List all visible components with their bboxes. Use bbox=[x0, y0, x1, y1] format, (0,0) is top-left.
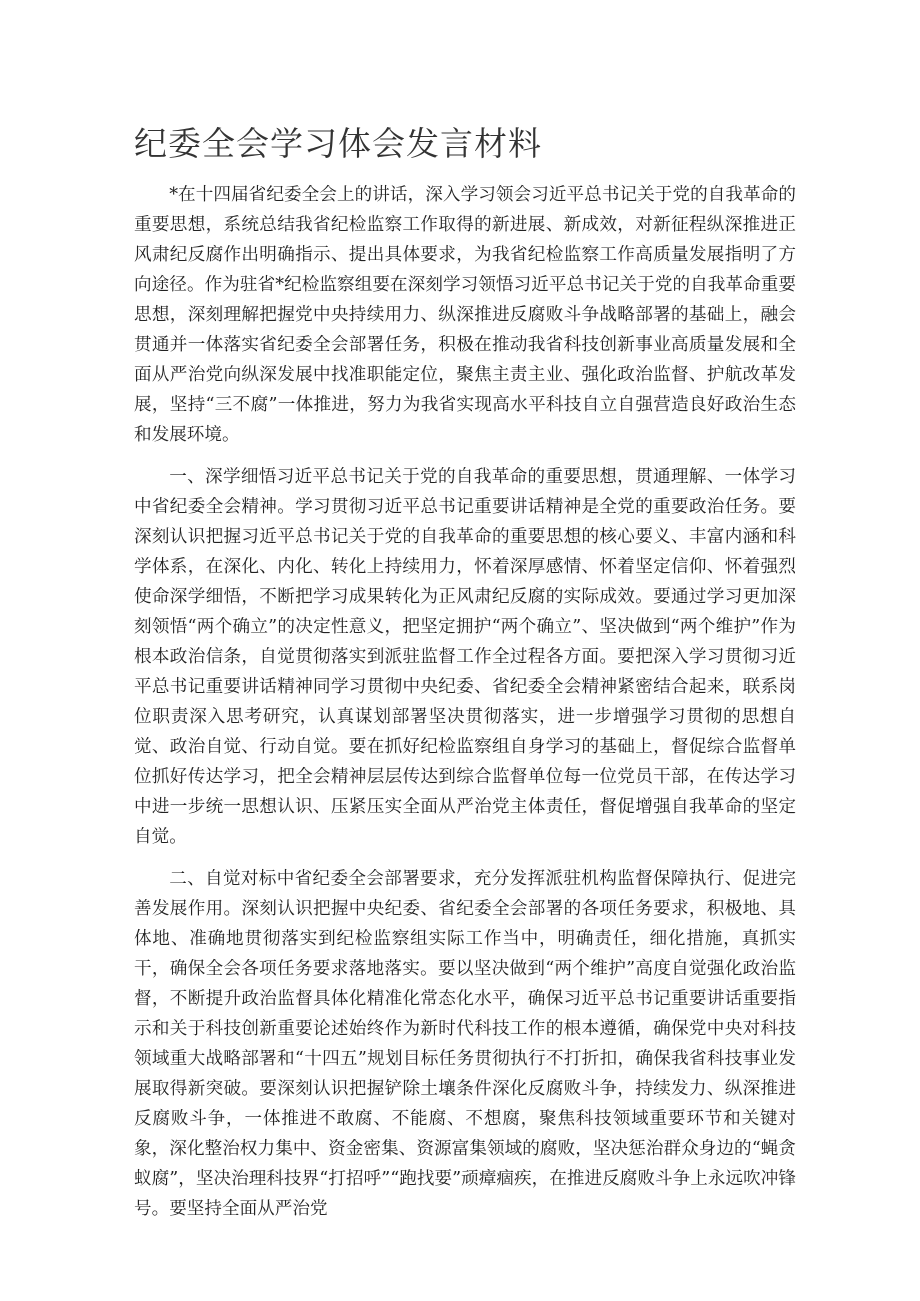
paragraph-section-1: 一、深学细悟习近平总书记关于党的自我革命的重要思想，贯通理解、一体学习中省纪委全会精神。学习贯彻习近平总书记重要讲话精神是全党的重要政治任务。要深刻认识把握习近平总书记关于党的自我革命的重要思想的核心要义、丰富内涵和科学体系，在深化、内化、转化上持续用力，怀着深厚感情、怀着坚定信仰、怀着强烈使命深学细悟，不断把学习成果转化为正风肃纪反腐的实际成效。要通过学习更加深刻领悟“两个确立”的决定性意义，把坚定拥护“两个确立”、坚决做到“两个维护”作为根本政治信条，自觉贯彻落实到派驻监督工作全过程各方面。要把深入学习贯彻习近平总书记重要讲话精神同学习贯彻中央纪委、省纪委全会精神紧密结合起来，联系岗位职责深入思考研究，认真谋划部署坚决贯彻落实，进一步增强学习贯彻的思想自觉、政治自觉、行动自觉。要在抓好纪检监察组自身学习的基础上，督促综合监督单位抓好传达学习，把全会精神层层传达到综合监督单位每一位党员干部，在传达学习中进一步统一思想认识、压紧压实全面从严治党主体责任，督促增强自我革命的坚定自觉。 bbox=[134, 467, 796, 847]
paragraph-section-2: 二、自觉对标中省纪委全会部署要求，充分发挥派驻机构监督保障执行、促进完善发展作用。深刻认识把握中央纪委、省纪委全会部署的各项任务要求，积极地、具体地、准确地贯彻落实到纪检监察组实际工作当中，明确责任，细化措施，真抓实干，确保全会各项任务要求落地落实。要以坚决做到“两个维护”高度自觉强化政治监督，不断提升政治监督具体化精准化常态化水平，确保习近平总书记重要讲话重要指示和关于科技创新重要论述始终作为新时代科技工作的根本遵循，确保党中央对科技领域重大战略部署和“十四五”规划目标任务贯彻执行不打折扣，确保我省科技事业发展取得新突破。要深刻认识把握铲除土壤条件深化反腐败斗争，持续发力、纵深推进反腐败斗争，一体推进不敢腐、不能腐、不想腐，聚焦科技领域重要环节和关键对象，深化整治权力集中、资金密集、资源富集领域的腐败，坚决惩治群众身边的“蝇贪蚁腐”，坚决治理科技界“打招呼”“跑找要”顽瘴痼疾，在推进反腐败斗争上永远吹冲锋号。要坚持全面从严治党 bbox=[134, 869, 796, 1219]
paragraph-intro: *在十四届省纪委全会上的讲话，深入学习领会习近平总书记关于党的自我革命的重要思想，系统总结我省纪检监察工作取得的新进展、新成效，对新征程纵深推进正风肃纪反腐作出明确指示、提出具体要求，为我省纪检监察工作高质量发展指明了方向途径。作为驻省*纪检监察组要在深刻学习领悟习近平总书记关于党的自我革命重要思想，深刻理解把握党中央持续用力、纵深推进反腐败斗争战略部署的基础上，融会贯通并一体落实省纪委全会部署任务，积极在推动我省科技创新事业高质量发展和全面从严治党向纵深发展中找准职能定位，聚焦主责主业、强化政治监督、护航改革发展，坚持“三不腐”一体推进，努力为我省实现高水平科技自立自强营造良好政治生态和发展环境。 bbox=[134, 185, 796, 445]
document-title: 纪委全会学习体会发言材料 bbox=[134, 124, 542, 163]
document-body bbox=[134, 180, 796, 1236]
